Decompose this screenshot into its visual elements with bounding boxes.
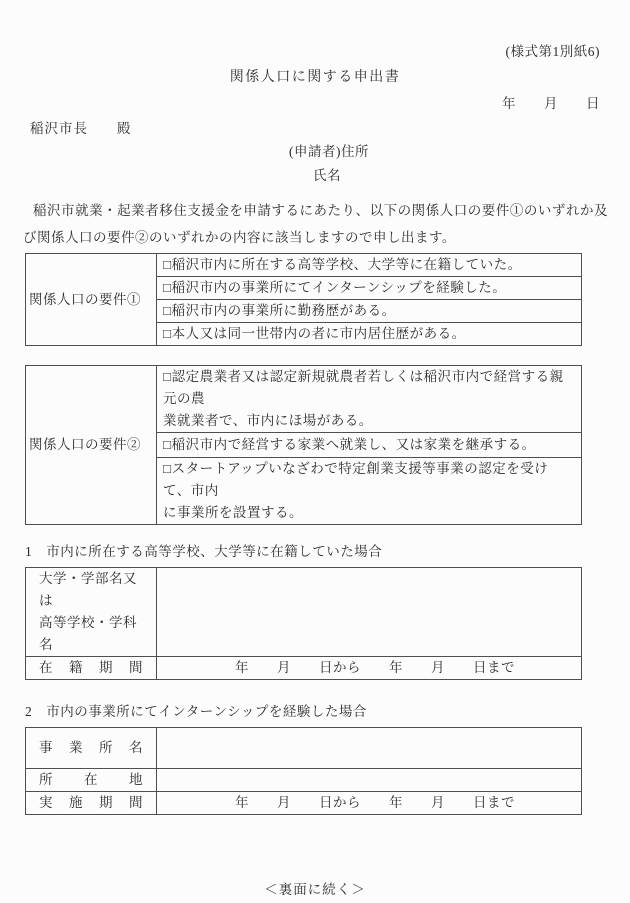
requirement1-option-2 xyxy=(157,277,582,300)
requirement1-option-1 xyxy=(157,254,582,277)
requirement1-label: 関係人口の要件① xyxy=(26,254,157,346)
checkbox-icon[interactable]: □ xyxy=(163,326,172,341)
label-line: 大学・学部名又は xyxy=(39,571,137,608)
applicant-address-label: (申請者)住所 xyxy=(289,144,369,159)
applicant-name-row xyxy=(0,168,630,184)
continuation-note: ＜裏面に続く＞ xyxy=(264,882,366,897)
checkbox-icon[interactable]: □ xyxy=(163,461,172,476)
school-name-label xyxy=(26,568,157,657)
school-name-field[interactable] xyxy=(157,568,582,657)
option-text: スタートアップいなざわで特定創業支援等事業の認定を受けて、市内 xyxy=(163,461,549,498)
table-row xyxy=(26,568,582,657)
checkbox-icon[interactable]: □ xyxy=(163,280,172,295)
applicant-name-label: 氏名 xyxy=(313,168,341,183)
table-row xyxy=(26,254,582,277)
requirement2-option-3 xyxy=(157,458,582,525)
checkbox-icon[interactable]: □ xyxy=(163,303,172,318)
requirement2-option-2 xyxy=(157,433,582,458)
checkbox-icon[interactable]: □ xyxy=(163,369,172,384)
label-line: 高等学校・学科名 xyxy=(39,615,137,652)
section2-heading: 2 市内の事業所にてインターンシップを経験した場合 xyxy=(25,704,367,719)
table-row xyxy=(26,769,582,792)
form-code: (様式第1別紙6) xyxy=(505,44,600,59)
option-text: 稲沢市内の事業所に勤務歴がある。 xyxy=(171,303,396,318)
applicant-address-row xyxy=(0,144,630,160)
applicant-name-field[interactable] xyxy=(341,170,521,184)
option-text: 稲沢市内で経営する家業へ就業し、又は家業を継承する。 xyxy=(171,437,536,452)
intro-paragraph: 稲沢市就業・起業者移住支援金を申請するにあたり、以下の関係人口の要件①のいずれか及び関係人口の要件②のいずれかの内容に該当しますので申し出ます。 xyxy=(23,203,608,245)
section1-heading: 1 市内に所在する高等学校、大学等に在籍していた場合 xyxy=(25,544,383,559)
option-text: 稲沢市内の事業所にてインターンシップを経験した。 xyxy=(171,280,507,295)
requirement1-option-3 xyxy=(157,300,582,323)
table-row xyxy=(26,366,582,433)
checkbox-icon[interactable]: □ xyxy=(163,437,172,452)
enrollment-period-field[interactable]: 年 月 日から 年 月 日まで xyxy=(157,657,582,680)
option-text: 認定農業者又は認定新規就農者若しくは稲沢市内で経営する親元の農 xyxy=(163,369,564,406)
option-line xyxy=(163,366,575,410)
table-row xyxy=(26,728,582,769)
requirement2-label: 関係人口の要件② xyxy=(26,366,157,525)
option-line: 業就業者で、市内にほ場がある。 xyxy=(163,413,373,428)
option-text: 稲沢市内に所在する高等学校、大学等に在籍していた。 xyxy=(171,257,522,272)
checkbox-icon[interactable]: □ xyxy=(163,257,172,272)
section1-table xyxy=(25,567,582,680)
table-row xyxy=(26,657,582,680)
option-text: 本人又は同一世帯内の者に市内居住歴がある。 xyxy=(171,326,466,341)
table-row xyxy=(26,792,582,815)
section2-table xyxy=(25,727,582,815)
addressee-line: 稲沢市長 殿 xyxy=(30,121,132,136)
requirement1-option-4 xyxy=(157,323,582,346)
enrollment-period-label: 在籍期間 xyxy=(26,657,157,680)
option-line xyxy=(163,458,575,502)
date-line: 年 月 日 xyxy=(502,96,600,111)
office-name-field[interactable] xyxy=(157,728,582,769)
requirement1-table xyxy=(25,253,582,346)
requirement2-option-1 xyxy=(157,366,582,433)
requirement2-table xyxy=(25,365,582,525)
applicant-address-field[interactable] xyxy=(369,146,549,160)
location-field[interactable] xyxy=(157,769,582,792)
office-name-label: 事業所名 xyxy=(26,728,157,769)
implementation-period-label: 実施期間 xyxy=(26,792,157,815)
page-title: 関係人口に関する申出書 xyxy=(229,70,401,85)
location-label: 所在地 xyxy=(26,769,157,792)
implementation-period-field[interactable]: 年 月 日から 年 月 日まで xyxy=(157,792,582,815)
option-line: に事業所を設置する。 xyxy=(163,505,303,520)
